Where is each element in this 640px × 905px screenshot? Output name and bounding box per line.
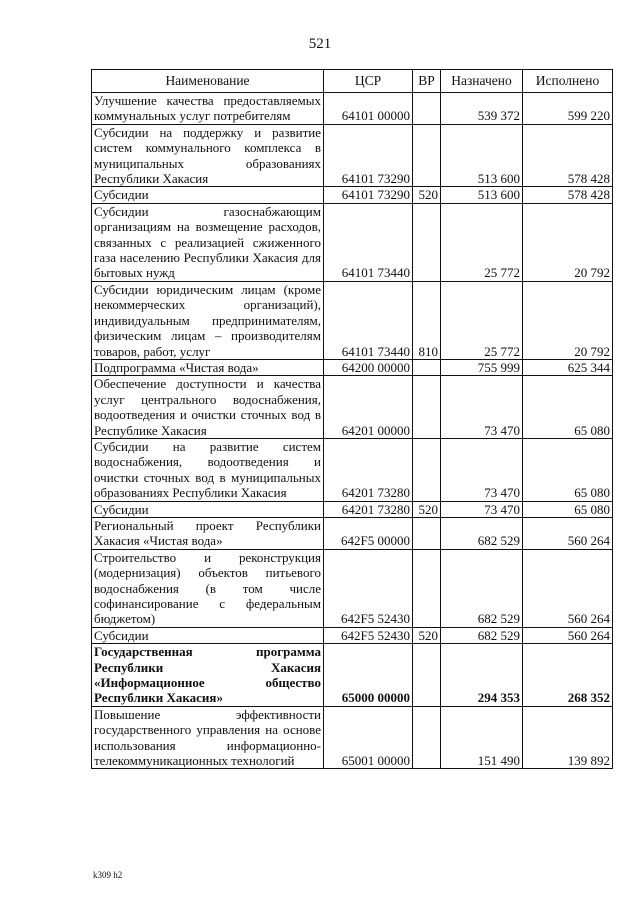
- cell-csr: 64101 00000: [324, 93, 413, 125]
- cell-executed: 65 080: [523, 438, 613, 501]
- cell-csr: 64200 00000: [324, 359, 413, 375]
- cell-assigned: 682 529: [441, 627, 523, 643]
- header-executed: Исполнено: [523, 70, 613, 93]
- cell-csr: 64201 00000: [324, 376, 413, 439]
- cell-name: Субсидии юридическим лицам (кроме некоммерческих организаций), индивидуальным предпринимателям, физическим лицам – производителям товаров, работ, услуг: [92, 281, 324, 359]
- cell-csr: 65000 00000: [324, 644, 413, 707]
- table-row: [92, 203, 613, 281]
- cell-assigned: 682 529: [441, 517, 523, 549]
- cell-vr: [413, 203, 441, 281]
- cell-assigned: 755 999: [441, 359, 523, 375]
- table-row: [92, 644, 613, 707]
- table-row: [92, 124, 613, 187]
- cell-vr: [413, 438, 441, 501]
- table-row: [92, 187, 613, 203]
- cell-executed: 578 428: [523, 124, 613, 187]
- cell-assigned: 151 490: [441, 706, 523, 769]
- cell-csr: 64101 73290: [324, 187, 413, 203]
- cell-name: Региональный проект Республики Хакасия «Чистая вода»: [92, 517, 324, 549]
- cell-name: Субсидии на поддержку и развитие систем коммунального комплекса в муниципальных образованиях Республики Хакасия: [92, 124, 324, 187]
- cell-executed: 560 264: [523, 549, 613, 627]
- cell-csr: 64101 73290: [324, 124, 413, 187]
- table-row: [92, 549, 613, 627]
- budget-table: [91, 69, 613, 769]
- cell-assigned: 513 600: [441, 187, 523, 203]
- cell-vr: [413, 517, 441, 549]
- table-row: [92, 627, 613, 643]
- cell-executed: 20 792: [523, 281, 613, 359]
- table-row: [92, 93, 613, 125]
- cell-vr: [413, 376, 441, 439]
- table-row: [92, 501, 613, 517]
- page-number: 521: [308, 36, 332, 52]
- table-row: [92, 706, 613, 769]
- cell-vr: [413, 706, 441, 769]
- table-row: [92, 359, 613, 375]
- cell-assigned: 73 470: [441, 501, 523, 517]
- cell-vr: [413, 93, 441, 125]
- cell-vr: [413, 644, 441, 707]
- cell-name: Субсидии на развитие систем водоснабжения, водоотведения и очистки сточных вод в муниципальных образованиях Республики Хакасия: [92, 438, 324, 501]
- cell-name: Обеспечение доступности и качества услуг центрального водоснабжения, водоотведения и очистки сточных вод в Республике Хакасия: [92, 376, 324, 439]
- table-header-row: [92, 70, 613, 93]
- cell-csr: 64201 73280: [324, 438, 413, 501]
- footer-code: k309 h2: [93, 870, 123, 880]
- cell-assigned: 294 353: [441, 644, 523, 707]
- cell-vr: [413, 124, 441, 187]
- header-assigned: Назначено: [441, 70, 523, 93]
- cell-csr: 642F5 00000: [324, 517, 413, 549]
- cell-executed: 578 428: [523, 187, 613, 203]
- cell-name: Субсидии: [92, 501, 324, 517]
- table-body: [92, 93, 613, 769]
- cell-assigned: 25 772: [441, 203, 523, 281]
- table-row: [92, 438, 613, 501]
- cell-executed: 599 220: [523, 93, 613, 125]
- cell-executed: 560 264: [523, 517, 613, 549]
- cell-vr: [413, 359, 441, 375]
- cell-executed: 65 080: [523, 376, 613, 439]
- cell-vr: 520: [413, 627, 441, 643]
- table-row: [92, 281, 613, 359]
- header-csr: ЦСР: [324, 70, 413, 93]
- cell-name: Субсидии: [92, 187, 324, 203]
- cell-executed: 625 344: [523, 359, 613, 375]
- cell-assigned: 73 470: [441, 376, 523, 439]
- cell-assigned: 73 470: [441, 438, 523, 501]
- cell-name: Субсидии газоснабжающим организациям на возмещение расходов, связанных с реализацией сжиженного газа населению Республики Хакасия для бытовых нужд: [92, 203, 324, 281]
- cell-vr: 520: [413, 187, 441, 203]
- cell-csr: 64101 73440: [324, 203, 413, 281]
- cell-name: Повышение эффективности государственного управления на основе использования информационно-телекоммуникационных технологий: [92, 706, 324, 769]
- cell-name: Государственная программа Республики Хакасия «Информационное общество Республики Хакасия»: [92, 644, 324, 707]
- cell-executed: 560 264: [523, 627, 613, 643]
- cell-assigned: 25 772: [441, 281, 523, 359]
- cell-assigned: 682 529: [441, 549, 523, 627]
- cell-name: Подпрограмма «Чистая вода»: [92, 359, 324, 375]
- cell-name: Строительство и реконструкция (модернизация) объектов питьевого водоснабжения (в том числе софинансирование с федеральным бюджетом): [92, 549, 324, 627]
- cell-csr: 64101 73440: [324, 281, 413, 359]
- cell-vr: [413, 549, 441, 627]
- cell-vr: 520: [413, 501, 441, 517]
- cell-csr: 642F5 52430: [324, 549, 413, 627]
- cell-assigned: 513 600: [441, 124, 523, 187]
- table-row: [92, 376, 613, 439]
- cell-assigned: 539 372: [441, 93, 523, 125]
- cell-executed: 139 892: [523, 706, 613, 769]
- table-row: [92, 517, 613, 549]
- cell-name: Субсидии: [92, 627, 324, 643]
- header-vr: ВР: [413, 70, 441, 93]
- cell-csr: 65001 00000: [324, 706, 413, 769]
- cell-executed: 20 792: [523, 203, 613, 281]
- cell-name: Улучшение качества предоставляемых коммунальных услуг потребителям: [92, 93, 324, 125]
- cell-vr: 810: [413, 281, 441, 359]
- cell-executed: 65 080: [523, 501, 613, 517]
- cell-csr: 642F5 52430: [324, 627, 413, 643]
- cell-executed: 268 352: [523, 644, 613, 707]
- header-name: Наименование: [92, 70, 324, 93]
- cell-csr: 64201 73280: [324, 501, 413, 517]
